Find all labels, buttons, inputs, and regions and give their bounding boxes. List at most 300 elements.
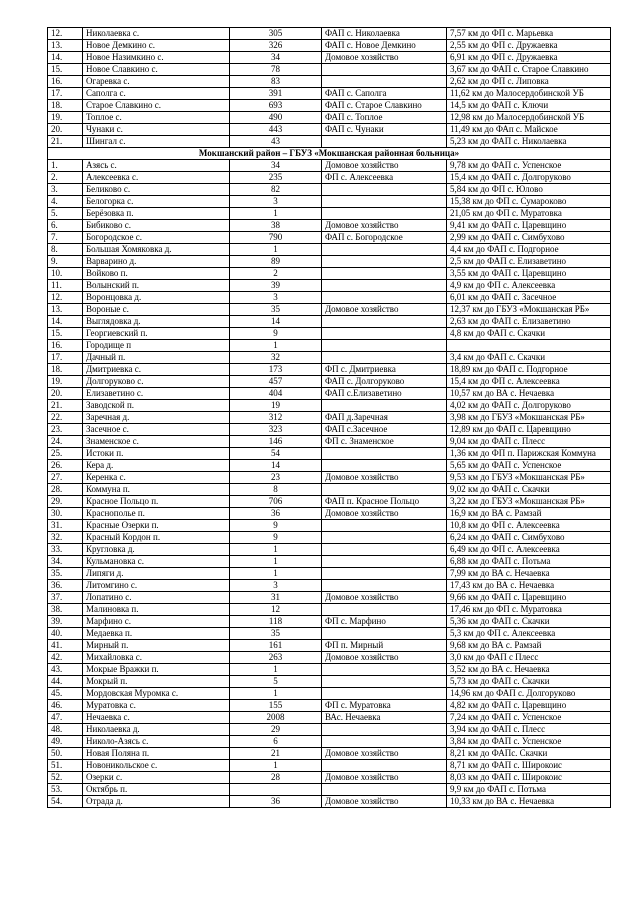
settlement-name: Алексеевка с. [83, 172, 230, 184]
settlement-name: Красные Озерки п. [83, 520, 230, 532]
medical-facility: ФАП с. Николаевка [322, 28, 447, 40]
medical-facility: ФАП с.Засечное [322, 424, 447, 436]
population: 14 [230, 460, 322, 472]
row-number: 49. [48, 736, 83, 748]
distance-to-facility: 4,9 км до ФП с. Алексеевка [447, 280, 611, 292]
settlement-name: Новоникольское с. [83, 760, 230, 772]
settlement-name: Липяги д. [83, 568, 230, 580]
settlement-name: Городище п [83, 340, 230, 352]
table-row [48, 328, 611, 340]
distance-to-facility: 6,88 км до ФАП с. Потьма [447, 556, 611, 568]
population: 1 [230, 568, 322, 580]
medical-facility [322, 736, 447, 748]
settlement-name: Беликово с. [83, 184, 230, 196]
row-number: 28. [48, 484, 83, 496]
medical-facility: ФАП с. Новое Демкино [322, 40, 447, 52]
medical-facility: Домовое хозяйство [322, 472, 447, 484]
distance-to-facility: 9,53 км до ГБУЗ «Мокшанская РБ» [447, 472, 611, 484]
population: 457 [230, 376, 322, 388]
population [230, 784, 322, 796]
population: 693 [230, 100, 322, 112]
settlement-name: Истоки п. [83, 448, 230, 460]
distance-to-facility: 14,5 км до ФАП с. Ключи [447, 100, 611, 112]
table-row [48, 664, 611, 676]
row-number: 47. [48, 712, 83, 724]
table-row [48, 388, 611, 400]
medical-facility: Домовое хозяйство [322, 508, 447, 520]
table-row [48, 796, 611, 808]
population: 34 [230, 52, 322, 64]
table-row [48, 700, 611, 712]
distance-to-facility: 17,43 км до ВА с. Нечаевка [447, 580, 611, 592]
medical-facility [322, 760, 447, 772]
row-number: 52. [48, 772, 83, 784]
row-number: 10. [48, 268, 83, 280]
table-row [48, 208, 611, 220]
distance-to-facility: 5,3 км до ФП с. Алексеевка [447, 628, 611, 640]
distance-to-facility: 5,36 км до ФАП с. Скачки [447, 616, 611, 628]
population: 326 [230, 40, 322, 52]
settlement-name: Засечное с. [83, 424, 230, 436]
distance-to-facility: 9,78 км до ФАП с. Успенское [447, 160, 611, 172]
medical-facility [322, 484, 447, 496]
distance-to-facility: 8,21 км до ФАПс. Скачки [447, 748, 611, 760]
table-row [48, 736, 611, 748]
distance-to-facility: 15,38 км до ФП с. Сумароково [447, 196, 611, 208]
medical-facility: Домовое хозяйство [322, 748, 447, 760]
table-row [48, 520, 611, 532]
medical-facility: Домовое хозяйство [322, 220, 447, 232]
row-number: 12. [48, 292, 83, 304]
distance-to-facility: 14,96 км до ФАП с. Долгоруково [447, 688, 611, 700]
population: 3 [230, 580, 322, 592]
table-row [48, 652, 611, 664]
table-row [48, 76, 611, 88]
population: 118 [230, 616, 322, 628]
medical-facility [322, 256, 447, 268]
population: 35 [230, 628, 322, 640]
row-number: 24. [48, 436, 83, 448]
population: 9 [230, 520, 322, 532]
distance-to-facility: 16,9 км до ВА с. Рамзай [447, 508, 611, 520]
table-row [48, 112, 611, 124]
table-row [48, 424, 611, 436]
medical-facility: ФП с. Дмитриевка [322, 364, 447, 376]
distance-to-facility: 6,49 км до ФП с. Алексеевка [447, 544, 611, 556]
distance-to-facility: 7,24 км до ФАП с. Успенское [447, 712, 611, 724]
table-row [48, 688, 611, 700]
medical-facility [322, 400, 447, 412]
medical-facility: ФАП с. Чунаки [322, 124, 447, 136]
table-row [48, 616, 611, 628]
table-row [48, 484, 611, 496]
settlement-name: Марфино с. [83, 616, 230, 628]
table-row [48, 28, 611, 40]
row-number: 9. [48, 256, 83, 268]
population: 31 [230, 592, 322, 604]
medical-facility [322, 268, 447, 280]
distance-to-facility: 9,66 км до ФАП с. Царевщино [447, 592, 611, 604]
medical-facility [322, 784, 447, 796]
population: 1 [230, 556, 322, 568]
row-number: 50. [48, 748, 83, 760]
settlement-name: Лопатино с. [83, 592, 230, 604]
medical-facility [322, 136, 447, 148]
distance-to-facility: 21,05 км до ФП с. Муратовка [447, 208, 611, 220]
section-row [48, 148, 611, 160]
row-number: 26. [48, 460, 83, 472]
settlement-name: Кульмановка с. [83, 556, 230, 568]
table-row [48, 724, 611, 736]
row-number: 17. [48, 88, 83, 100]
population: 89 [230, 256, 322, 268]
population: 19 [230, 400, 322, 412]
population: 36 [230, 796, 322, 808]
population: 3 [230, 292, 322, 304]
population: 1 [230, 544, 322, 556]
settlement-name: Белогорка с. [83, 196, 230, 208]
table-row [48, 496, 611, 508]
population: 54 [230, 448, 322, 460]
table-row [48, 172, 611, 184]
medical-facility [322, 196, 447, 208]
population: 3 [230, 196, 322, 208]
medical-facility [322, 184, 447, 196]
medical-facility [322, 724, 447, 736]
medical-facility: ФП с. Марфино [322, 616, 447, 628]
medical-facility: ФП с. Алексеевка [322, 172, 447, 184]
table-row [48, 784, 611, 796]
medical-facility: ФАП д.Заречная [322, 412, 447, 424]
table-row [48, 532, 611, 544]
table-row [48, 568, 611, 580]
row-number: 18. [48, 100, 83, 112]
medical-facility [322, 520, 447, 532]
population: 305 [230, 28, 322, 40]
table-row [48, 232, 611, 244]
medical-facility [322, 568, 447, 580]
settlement-name: Большая Хомяковка д. [83, 244, 230, 256]
medical-facility [322, 556, 447, 568]
table-row [48, 364, 611, 376]
distance-to-facility: 3,22 км до ГБУЗ «Мокшанская РБ» [447, 496, 611, 508]
population: 1 [230, 340, 322, 352]
population: 21 [230, 748, 322, 760]
settlement-name: Саполга с. [83, 88, 230, 100]
row-number: 51. [48, 760, 83, 772]
population: 1 [230, 760, 322, 772]
distance-to-facility: 6,01 км до ФАП с. Засечное [447, 292, 611, 304]
population: 9 [230, 532, 322, 544]
population: 1 [230, 688, 322, 700]
row-number: 22. [48, 412, 83, 424]
settlement-name: Отрада д. [83, 796, 230, 808]
table-row [48, 184, 611, 196]
row-number: 46. [48, 700, 83, 712]
row-number: 38. [48, 604, 83, 616]
row-number: 20. [48, 124, 83, 136]
distance-to-facility: 7,57 км до ФП с. Марьевка [447, 28, 611, 40]
row-number: 30. [48, 508, 83, 520]
row-number: 3. [48, 184, 83, 196]
medical-facility [322, 688, 447, 700]
distance-to-facility: 9,02 км до ФАП с. Скачки [447, 484, 611, 496]
medical-facility: ФАП с. Богородское [322, 232, 447, 244]
row-number: 36. [48, 580, 83, 592]
row-number: 21. [48, 400, 83, 412]
distance-to-facility: 11,62 км до Малосердобинской УБ [447, 88, 611, 100]
settlement-name: Озерки с. [83, 772, 230, 784]
medical-facility: ВАс. Нечаевка [322, 712, 447, 724]
distance-to-facility: 2,62 км до ФП с. Липовка [447, 76, 611, 88]
settlement-name: Дачный п. [83, 352, 230, 364]
medical-facility: Домовое хозяйство [322, 652, 447, 664]
table-row [48, 304, 611, 316]
population: 8 [230, 484, 322, 496]
medical-facility: Домовое хозяйство [322, 796, 447, 808]
table-row [48, 592, 611, 604]
settlement-name: Михайловка с. [83, 652, 230, 664]
distance-to-facility: 9,41 км до ФАП с. Царевщино [447, 220, 611, 232]
medical-facility: ФАП с. Саполга [322, 88, 447, 100]
population: 312 [230, 412, 322, 424]
population: 28 [230, 772, 322, 784]
distance-to-facility: 6,24 км до ФАП с. Симбухово [447, 532, 611, 544]
settlement-name: Выглядовка д. [83, 316, 230, 328]
table-body-main [48, 160, 611, 808]
row-number: 5. [48, 208, 83, 220]
settlement-name: Красное Польцо п. [83, 496, 230, 508]
distance-to-facility: 5,23 км до ФАП с. Николаевка [447, 136, 611, 148]
settlement-name: Керенка с. [83, 472, 230, 484]
settlement-name: Мирный п. [83, 640, 230, 652]
row-number: 14. [48, 316, 83, 328]
table-row [48, 316, 611, 328]
table-row [48, 676, 611, 688]
population: 790 [230, 232, 322, 244]
distance-to-facility: 8,03 км до ФАП с. Широкоис [447, 772, 611, 784]
table-row [48, 772, 611, 784]
population: 1 [230, 208, 322, 220]
settlement-name: Кругловка д. [83, 544, 230, 556]
medical-facility [322, 328, 447, 340]
row-number: 20. [48, 388, 83, 400]
row-number: 35. [48, 568, 83, 580]
row-number: 6. [48, 220, 83, 232]
distance-to-facility: 9,9 км до ФАП с. Потьма [447, 784, 611, 796]
table-row [48, 376, 611, 388]
table-section-header [48, 148, 611, 160]
table-row [48, 256, 611, 268]
distance-to-facility: 3,94 км до ФАП с. Плесс [447, 724, 611, 736]
settlements-table [47, 27, 611, 808]
settlement-name: Новое Славкино с. [83, 64, 230, 76]
table-row [48, 628, 611, 640]
table-row [48, 508, 611, 520]
table-row [48, 292, 611, 304]
distance-to-facility: 2,99 км до ФАП с. Симбухово [447, 232, 611, 244]
population: 1 [230, 244, 322, 256]
table-row [48, 712, 611, 724]
settlement-name: Знаменское с. [83, 436, 230, 448]
settlement-name: Шингал с. [83, 136, 230, 148]
medical-facility [322, 340, 447, 352]
row-number: 45. [48, 688, 83, 700]
distance-to-facility: 2,55 км до ФП с. Дружаевка [447, 40, 611, 52]
distance-to-facility: 4,8 км до ФАП с. Скачки [447, 328, 611, 340]
settlement-name: Новое Демкино с. [83, 40, 230, 52]
distance-to-facility: 10,8 км до ФП с. Алексеевка [447, 520, 611, 532]
medical-facility: ФАП п. Красное Польцо [322, 496, 447, 508]
distance-to-facility: 4,02 км до ФАП с. Долгоруково [447, 400, 611, 412]
row-number: 39. [48, 616, 83, 628]
table-row [48, 52, 611, 64]
settlement-name: Муратовка с. [83, 700, 230, 712]
row-number: 19. [48, 112, 83, 124]
table-row [48, 268, 611, 280]
medical-facility [322, 292, 447, 304]
settlement-name: Войково п. [83, 268, 230, 280]
settlement-name: Коммуна п. [83, 484, 230, 496]
table-row [48, 640, 611, 652]
table-row [48, 100, 611, 112]
distance-to-facility: 4,82 км до ФАП с. Царевщино [447, 700, 611, 712]
table-row [48, 472, 611, 484]
distance-to-facility: 3,67 км до ФАП с. Старое Славкино [447, 64, 611, 76]
medical-facility: Домовое хозяйство [322, 52, 447, 64]
medical-facility: Домовое хозяйство [322, 772, 447, 784]
table-row [48, 124, 611, 136]
table-row [48, 244, 611, 256]
row-number: 17. [48, 352, 83, 364]
distance-to-facility: 7,99 км до ВА с. Нечаевка [447, 568, 611, 580]
population: 14 [230, 316, 322, 328]
row-number: 13. [48, 304, 83, 316]
row-number: 7. [48, 232, 83, 244]
row-number: 23. [48, 424, 83, 436]
medical-facility [322, 352, 447, 364]
row-number: 41. [48, 640, 83, 652]
medical-facility [322, 64, 447, 76]
population: 391 [230, 88, 322, 100]
settlement-name: Заводской п. [83, 400, 230, 412]
medical-facility: Домовое хозяйство [322, 592, 447, 604]
population: 706 [230, 496, 322, 508]
distance-to-facility: 8,71 км до ФАП с. Широкоис [447, 760, 611, 772]
medical-facility [322, 604, 447, 616]
distance-to-facility: 10,57 км до ВА с. Нечаевка [447, 388, 611, 400]
table-row [48, 604, 611, 616]
distance-to-facility: 3,4 км до ФАП с. Скачки [447, 352, 611, 364]
row-number: 32. [48, 532, 83, 544]
population: 404 [230, 388, 322, 400]
medical-facility [322, 580, 447, 592]
medical-facility: ФП п. Мирный [322, 640, 447, 652]
population: 34 [230, 160, 322, 172]
distance-to-facility: 4,4 км до ФАП с. Подгорное [447, 244, 611, 256]
settlement-name: Чунаки с. [83, 124, 230, 136]
table-row [48, 760, 611, 772]
medical-facility [322, 448, 447, 460]
settlement-name: Мокрые Вражки п. [83, 664, 230, 676]
distance-to-facility: 12,37 км до ГБУЗ «Мокшанская РБ» [447, 304, 611, 316]
table-row [48, 64, 611, 76]
row-number: 42. [48, 652, 83, 664]
population: 490 [230, 112, 322, 124]
table-row [48, 400, 611, 412]
table-row [48, 136, 611, 148]
row-number: 37. [48, 592, 83, 604]
population: 235 [230, 172, 322, 184]
row-number: 27. [48, 472, 83, 484]
settlement-name: Медаевка п. [83, 628, 230, 640]
population: 38 [230, 220, 322, 232]
distance-to-facility: 9,04 км до ФАП с. Плесс [447, 436, 611, 448]
settlement-name: Краснополье п. [83, 508, 230, 520]
settlement-name: Долгоруково с. [83, 376, 230, 388]
distance-to-facility: 5,73 км до ФАП с. Скачки [447, 676, 611, 688]
population: 36 [230, 508, 322, 520]
settlement-name: Кера д. [83, 460, 230, 472]
population: 146 [230, 436, 322, 448]
settlement-name: Красный Кордон п. [83, 532, 230, 544]
row-number: 13. [48, 40, 83, 52]
row-number: 34. [48, 556, 83, 568]
settlement-name: Дмитриевка с. [83, 364, 230, 376]
population: 155 [230, 700, 322, 712]
settlement-name: Николо-Азясь с. [83, 736, 230, 748]
distance-to-facility: 1,36 км до ФП п. Парижская Коммуна [447, 448, 611, 460]
settlement-name: Волынский п. [83, 280, 230, 292]
medical-facility [322, 208, 447, 220]
settlement-name: Литомгино с. [83, 580, 230, 592]
row-number: 1. [48, 160, 83, 172]
table-row [48, 748, 611, 760]
row-number: 12. [48, 28, 83, 40]
settlement-name: Вороные с. [83, 304, 230, 316]
distance-to-facility: 12,89 км до ФАП с. Царевщино [447, 424, 611, 436]
population: 1 [230, 664, 322, 676]
table-row [48, 196, 611, 208]
distance-to-facility: 18,89 км до ФАП с. Подгорное [447, 364, 611, 376]
distance-to-facility: 3,98 км до ГБУЗ «Мокшанская РБ» [447, 412, 611, 424]
row-number: 16. [48, 340, 83, 352]
settlement-name: Варварино д. [83, 256, 230, 268]
population: 23 [230, 472, 322, 484]
row-number: 2. [48, 172, 83, 184]
row-number: 43. [48, 664, 83, 676]
distance-to-facility [447, 340, 611, 352]
population: 263 [230, 652, 322, 664]
table-row [48, 460, 611, 472]
settlement-name: Старое Славкино с. [83, 100, 230, 112]
settlement-name: Елизаветино с. [83, 388, 230, 400]
population: 5 [230, 676, 322, 688]
medical-facility: ФАП с. Старое Славкино [322, 100, 447, 112]
medical-facility [322, 676, 447, 688]
settlement-name: Бибиково с. [83, 220, 230, 232]
settlement-name: Заречная д. [83, 412, 230, 424]
population: 12 [230, 604, 322, 616]
settlement-name: Новое Назимкино с. [83, 52, 230, 64]
row-number: 15. [48, 328, 83, 340]
medical-facility [322, 460, 447, 472]
distance-to-facility: 15,4 км до ФП с. Алексеевка [447, 376, 611, 388]
settlement-name: Воронцовка д. [83, 292, 230, 304]
row-number: 4. [48, 196, 83, 208]
settlement-name: Георгиевский п. [83, 328, 230, 340]
settlement-name: Николаевка с. [83, 28, 230, 40]
